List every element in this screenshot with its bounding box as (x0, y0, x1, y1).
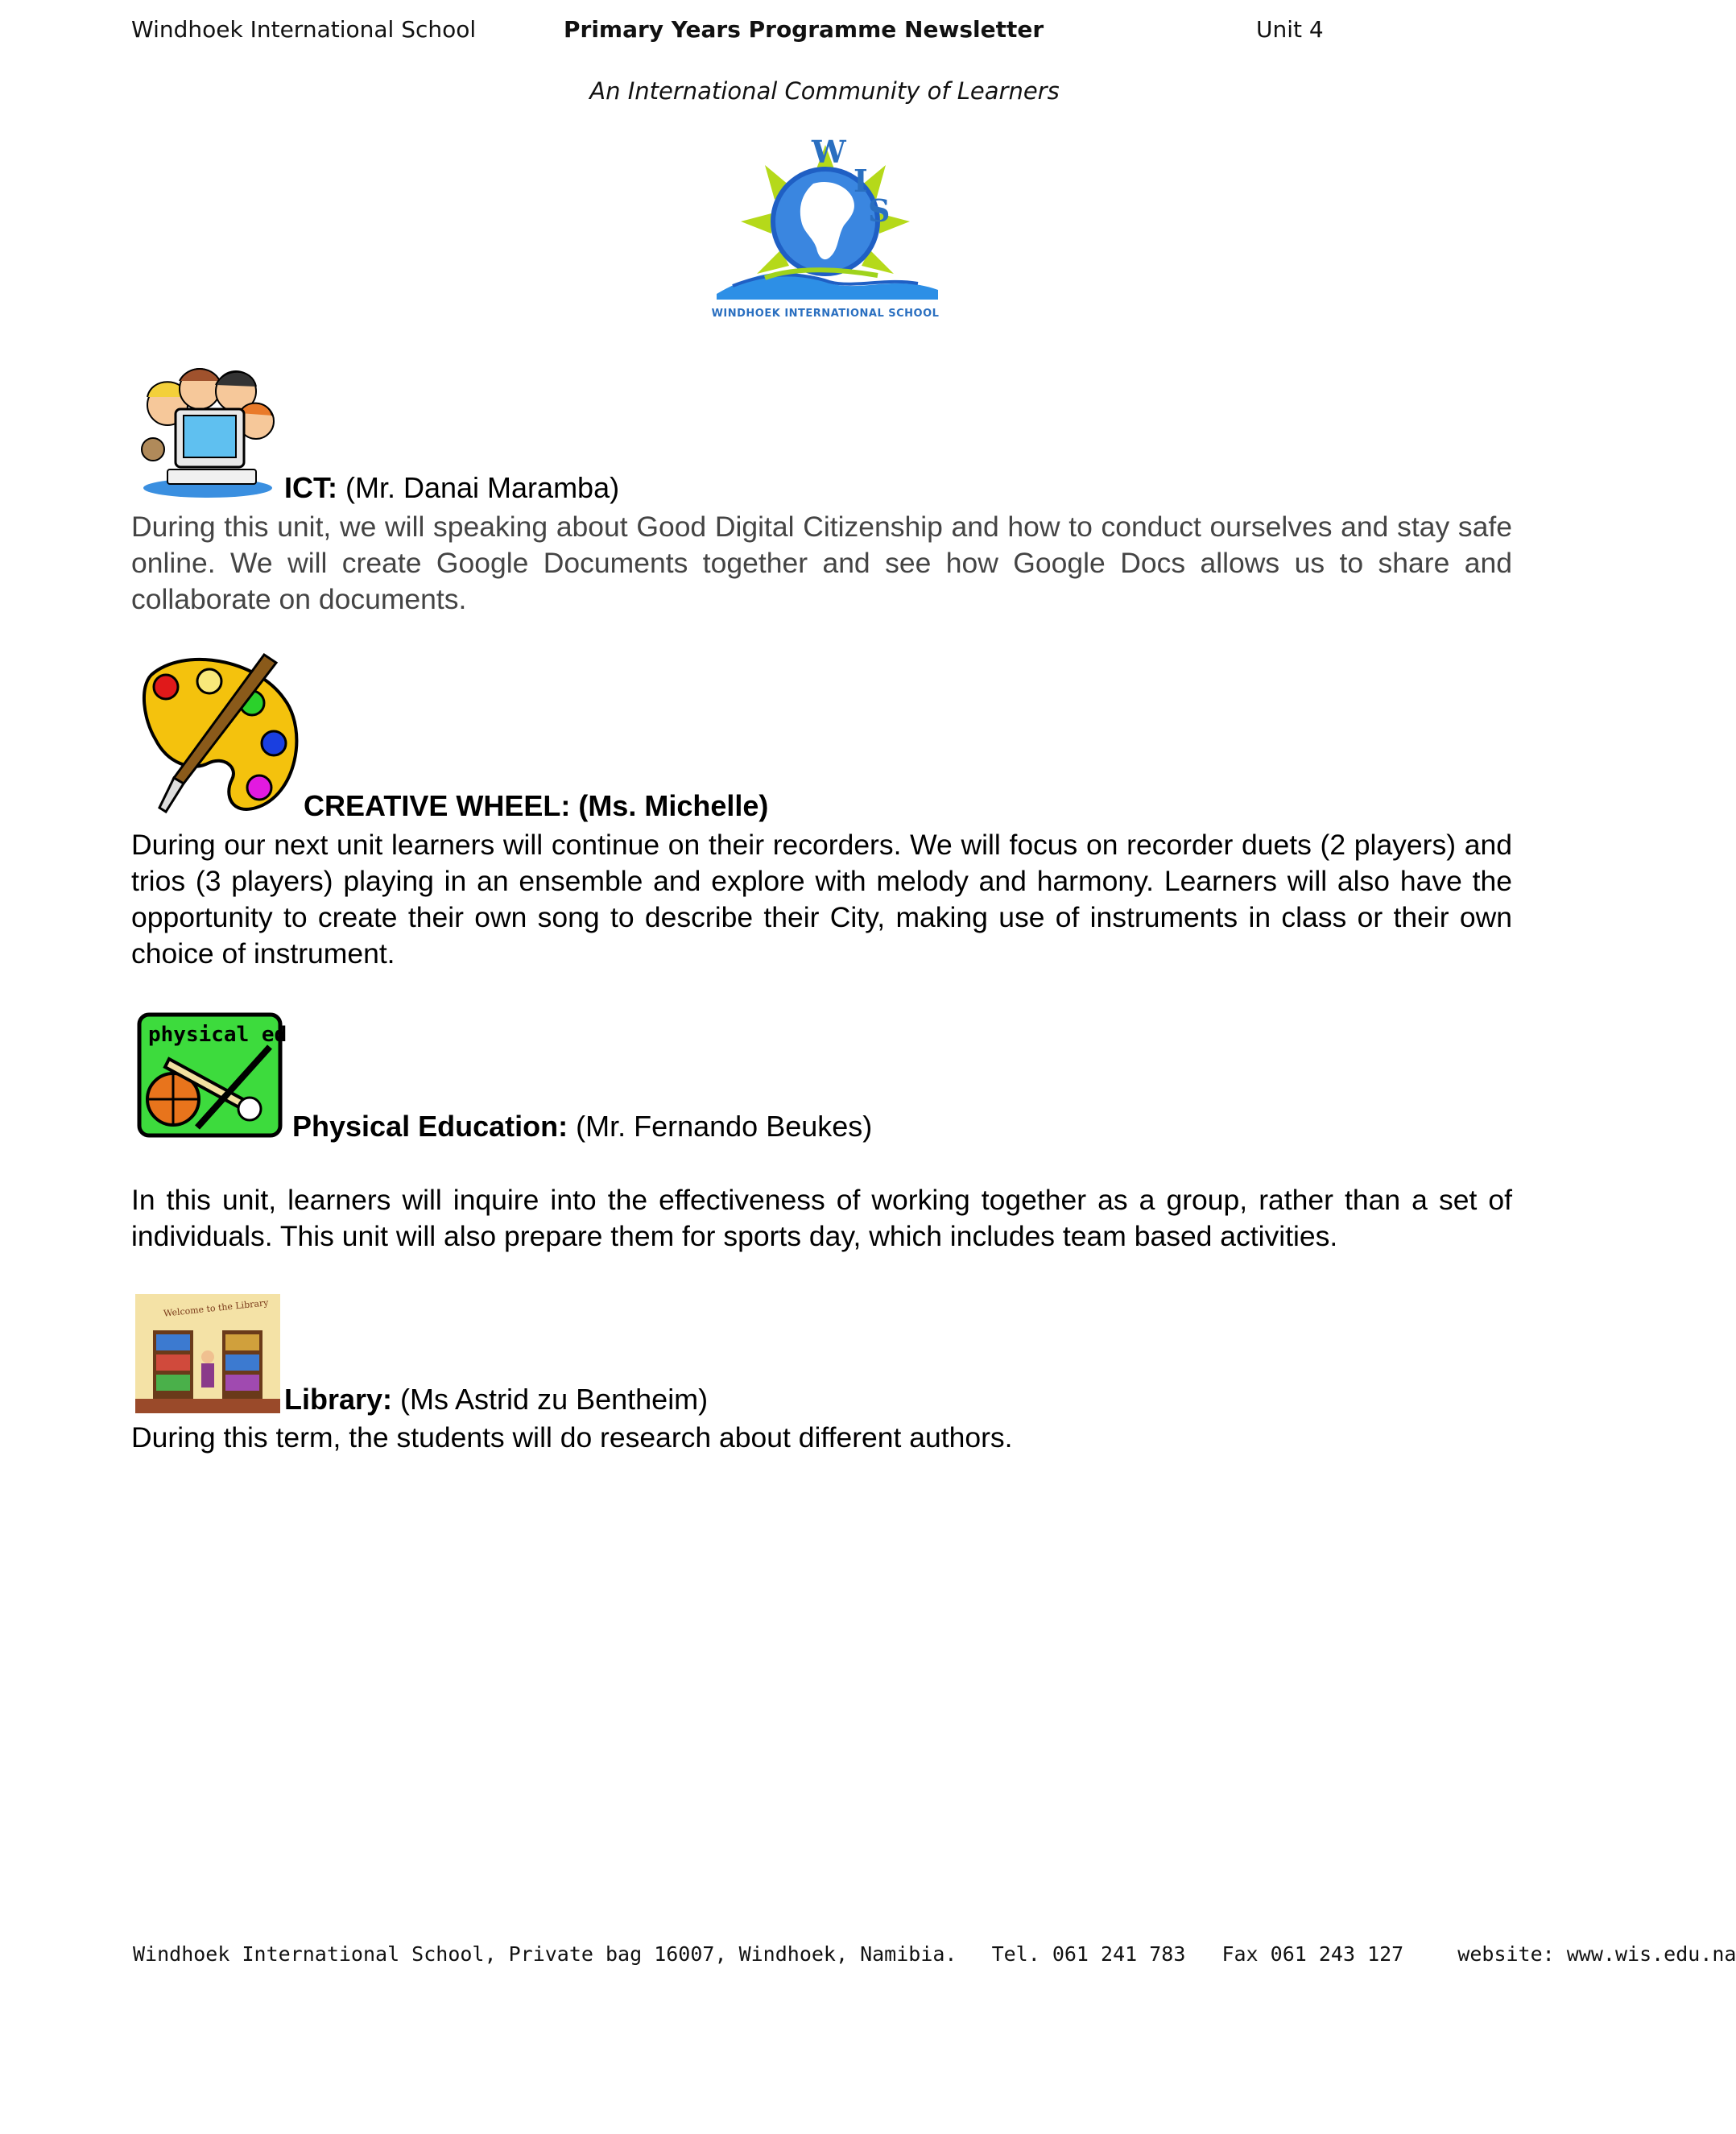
creative-body: During our next unit learners will continue on their recorders. We will focus on recorder duets (2 players) and trios (3 players) playing in an ensemble and explore with melody and harmony. Learners will also have the opportunity to create their own song to describe their City, making use of instruments in class or their own choice of instrument. (131, 829, 1512, 970)
footer-website: website: www.wis.edu.na (1457, 1942, 1736, 1966)
ict-heading (284, 471, 619, 505)
computer-kids-icon (135, 361, 276, 502)
library-image-label: Welcome to the Library (163, 1297, 269, 1319)
footer-tel: Tel. 061 241 783 (991, 1942, 1186, 1966)
logo-letter-w: W (812, 134, 846, 170)
creative-clipart (135, 651, 304, 816)
library-clipart (135, 1294, 280, 1413)
paint-palette-icon (135, 651, 304, 816)
sports-icon (137, 1011, 290, 1139)
pe-title: Physical Education: (292, 1110, 568, 1143)
logo-emblem (709, 129, 942, 310)
ict-title: ICT: (284, 471, 337, 504)
ict-teacher: (Mr. Danai Maramba) (337, 471, 620, 504)
logo-letter-i: I (854, 163, 868, 199)
logo-letter-s: S (868, 192, 891, 229)
tagline: An International Community of Learners (589, 77, 1060, 105)
header-newsletter-title: Primary Years Programme Newsletter (564, 16, 1044, 43)
pe-teacher: (Mr. Fernando Beukes) (568, 1110, 873, 1143)
library-heading (284, 1383, 708, 1416)
library-body: During this term, the students will do research about different authors. (131, 1421, 1013, 1454)
pe-body: In this unit, learners will inquire into the effectiveness of working together as a group, rather than a set of individuals. This unit will also prepare them for sports day, which includes team based activities. (131, 1184, 1512, 1252)
pe-image-label: physical ed (148, 1023, 287, 1047)
school-logo (709, 129, 942, 326)
ict-body: During this unit, we will speaking about Good Digital Citizenship and how to conduct ourselves and stay safe online. We will create Google Documents together and see how Google Docs allows us to share and collaborate on documents. (131, 511, 1512, 615)
library-teacher: (Ms Astrid zu Bentheim) (392, 1383, 709, 1416)
library-title: Library: (284, 1383, 393, 1416)
library-shelves-icon (135, 1294, 280, 1413)
pe-clipart (137, 1011, 290, 1139)
footer-fax: Fax 061 243 127 (1221, 1942, 1404, 1966)
page-footer (133, 1942, 1736, 1966)
header-unit: Unit 4 (1256, 16, 1324, 43)
pe-heading (292, 1110, 872, 1144)
creative-heading: CREATIVE WHEEL: (Ms. Michelle) (304, 789, 769, 822)
footer-address: Windhoek International School, Private bag 16007, Windhoek, Namibia. (133, 1942, 957, 1966)
logo-caption: WINDHOEK INTERNATIONAL SCHOOL (711, 308, 940, 320)
header-school-name: Windhoek International School (131, 16, 477, 43)
ict-clipart (135, 361, 276, 502)
